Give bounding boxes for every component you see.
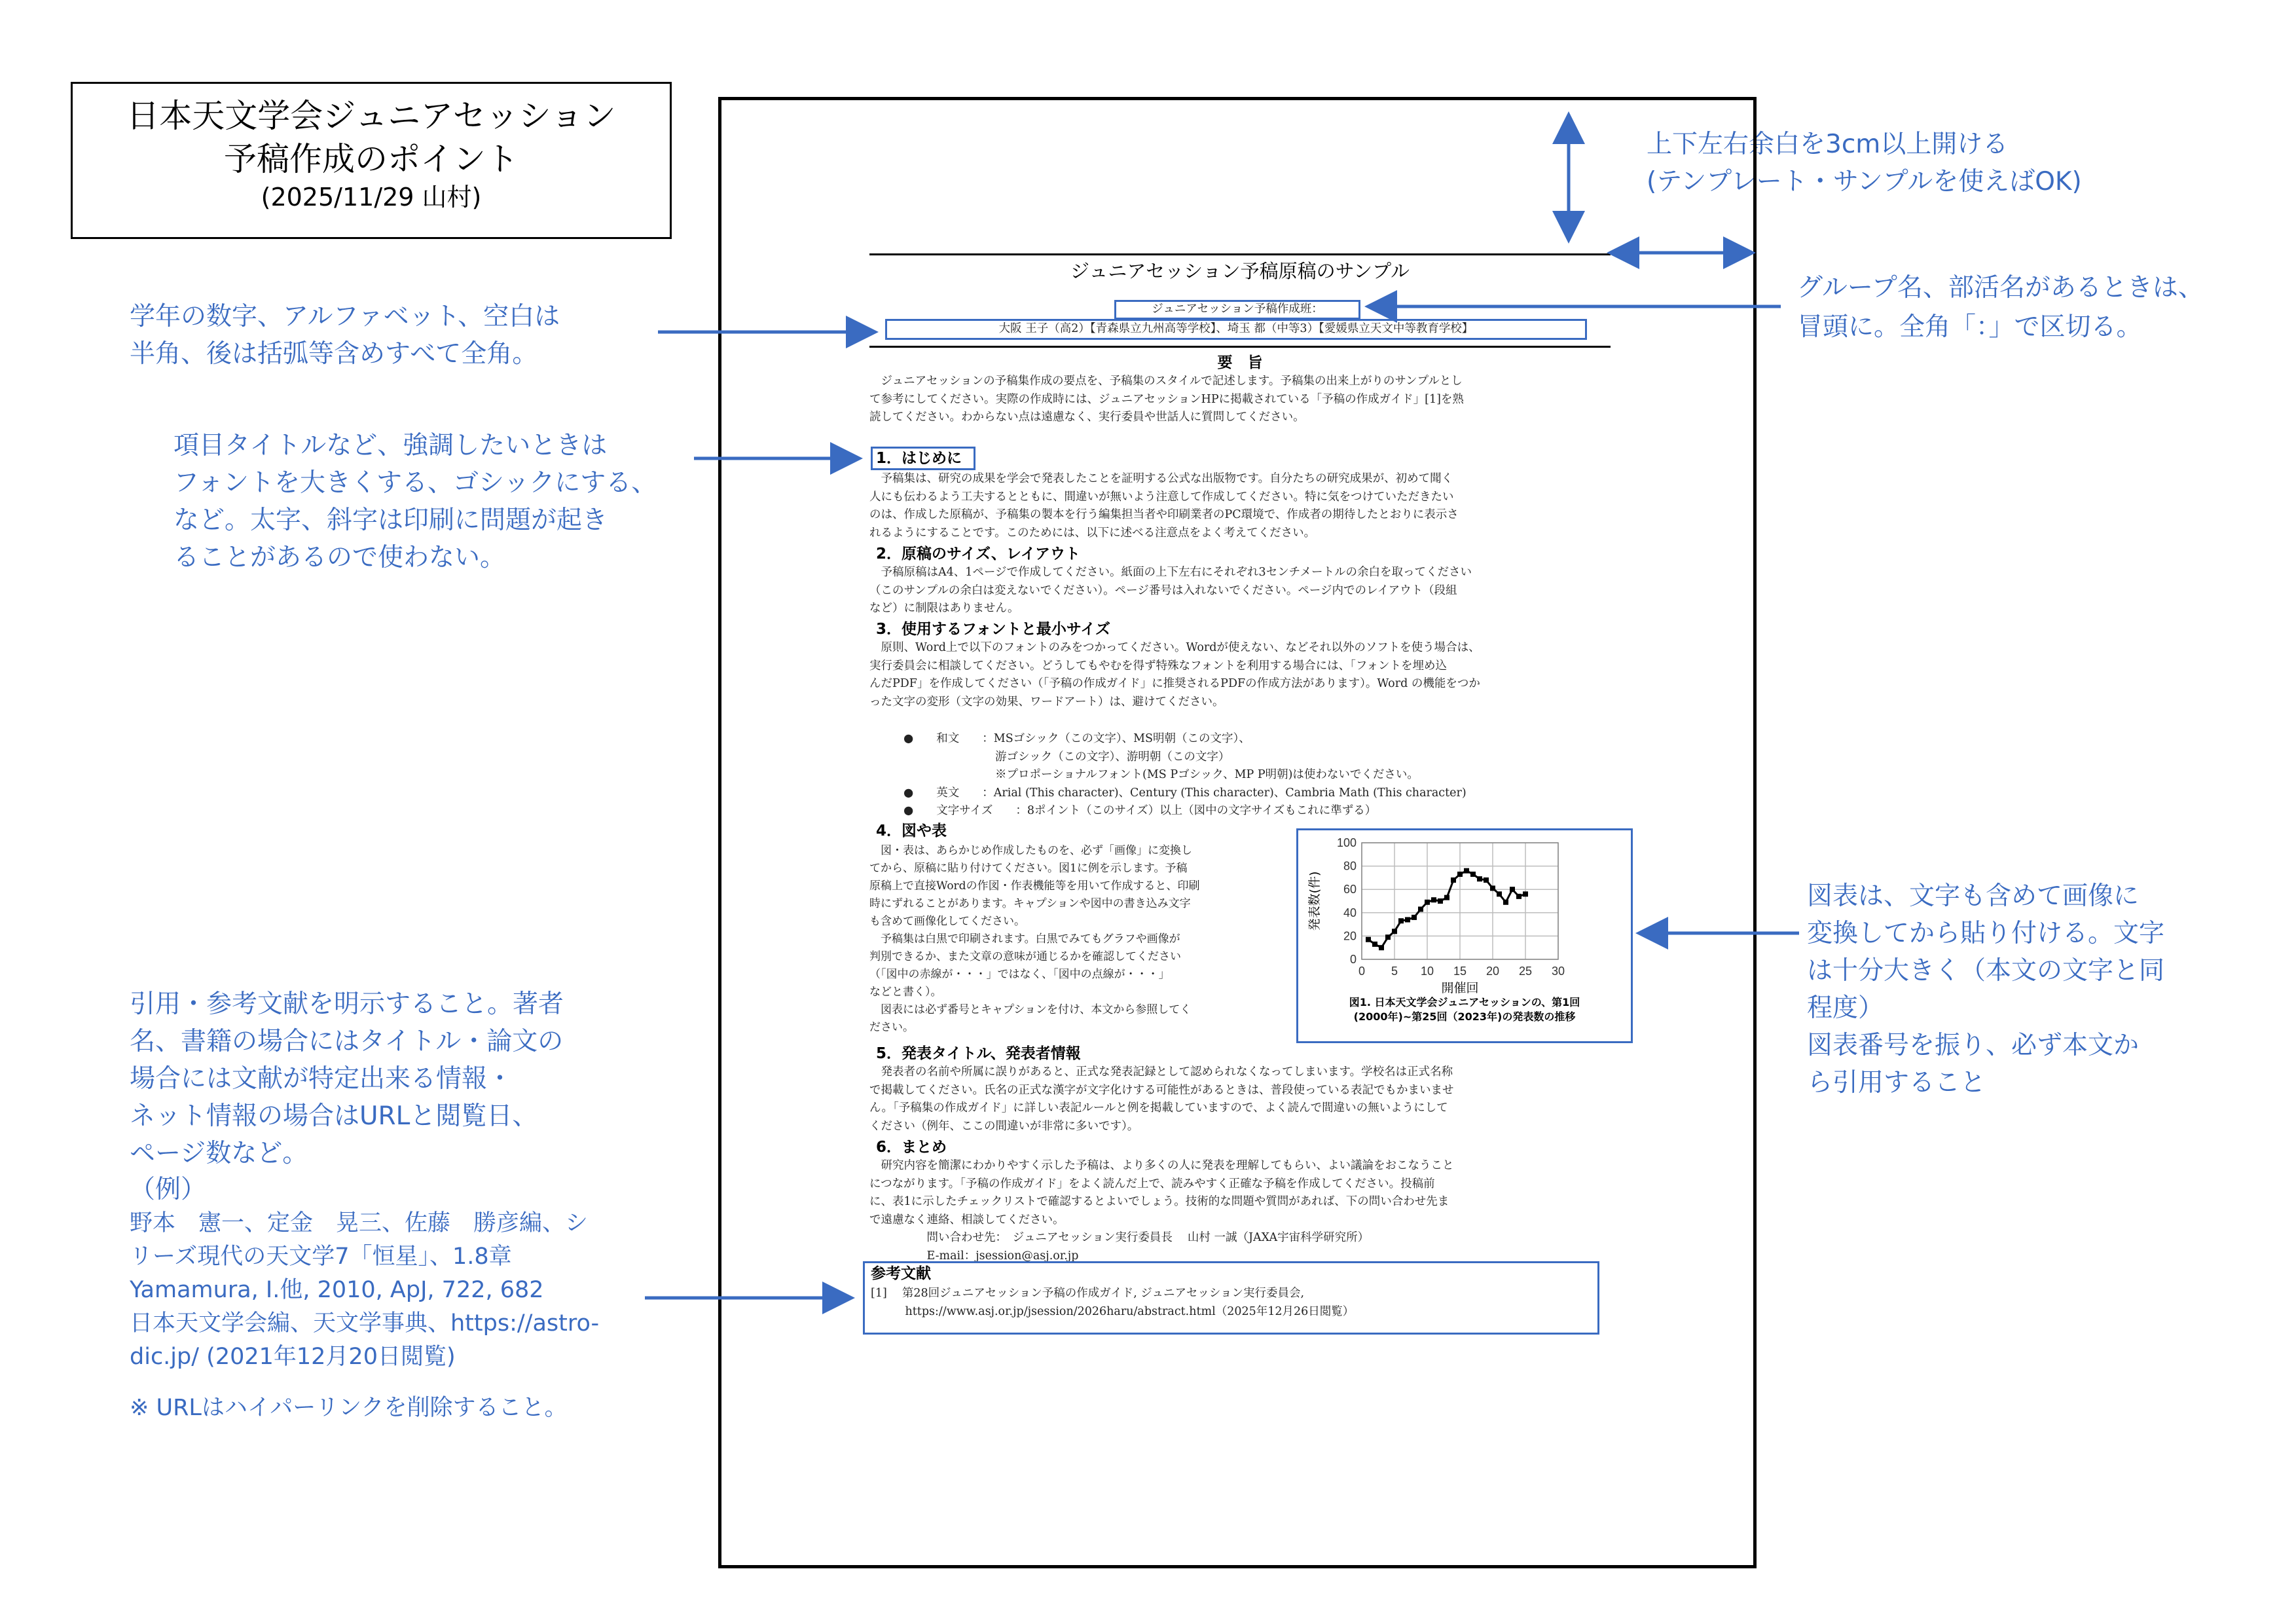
url-note: ※ URLはハイパーリンクを削除すること。: [130, 1395, 568, 1421]
abstract-line: 読してください。わからない点は遠慮なく、実行委員や世話人に質問してください。: [869, 411, 1305, 424]
body-line: （「図中の赤線が・・・」ではなく、「図中の点線が・・・」: [869, 968, 1170, 981]
note-line: ページ数など。: [130, 1139, 308, 1168]
body-line: に、表1に示したチェックリストで確認するとよいでしょう。技術的な問題や質問があれば、下の問い合わせ先ま: [869, 1195, 1449, 1208]
note-line: フォントを大きくする、ゴシックにする、: [173, 468, 657, 498]
section-4-heading: 4．図や表: [876, 822, 947, 840]
body-line: てから、原稿に貼り付けてください。図1に例を示します。予稿: [869, 862, 1188, 875]
body-line: ください（例年、ここの間違いが非常に多いです）。: [869, 1119, 1139, 1133]
title-line-1: 日本天文学会ジュニアセッション: [126, 97, 616, 135]
note-line: 変換してから貼り付ける。文字: [1807, 919, 2165, 948]
section-5-heading: 5．発表タイトル、発表者情報: [876, 1045, 1081, 1062]
note-line: 冒頭に。全角「：」で区切る。: [1797, 312, 2142, 342]
body-line: 人にも伝わるよう工夫するとともに、間違いが無いよう注意して作成してください。特に気をつけていただきたい: [869, 490, 1454, 504]
note-line: 学年の数字、アルファベット、空白は: [130, 302, 560, 331]
body-line: 図・表は、あらかじめ作成したものを、必ず「画像」に変換し: [869, 844, 1192, 857]
body-line: れるようにすることです。このためには、以下に述べる注意点をよく考えてください。: [869, 526, 1316, 540]
authors: 大阪 王子（高2）【青森県立九州高等学校】、埼玉 都（中等3）【愛媛県立天文中等教育学校】: [998, 322, 1474, 335]
body-line: 原則、Word上で以下のフォントのみをつかってください。Wordが使えない、などそれ以外のソフトを使う場合は、: [869, 641, 1480, 654]
note-line: 半角、後は括弧等含めすべて全角。: [130, 339, 538, 369]
example-label: （例）: [130, 1175, 207, 1204]
section-2-heading: 2．原稿のサイズ、レイアウト: [876, 545, 1081, 563]
ref-line: https://www.asj.or.jp/jsession/2026haru/abstract.html（2025年12月26日閲覧）: [871, 1304, 1355, 1318]
body-line: のは、作成した原稿が、予稿集の製本を行う編集担当者や印刷業者のPC環境で、作成者の期待したとおりに表示さ: [869, 508, 1459, 521]
x-tick-label: 0: [1358, 965, 1366, 978]
body-line: 研究内容を簡潔にわかりやすく示した予稿は、より多くの人に発表を理解してもらい、よい議論をおこなうこと: [869, 1159, 1454, 1172]
x-tick-label: 10: [1420, 965, 1434, 978]
body-line: 図表には必ず番号とキャプションを付け、本文から参照してく: [869, 1003, 1192, 1016]
x-axis-label: 開催回: [1441, 981, 1479, 995]
body-line: ださい。: [869, 1021, 914, 1034]
note-line: は十分大きく（本文の文字と同: [1807, 956, 2165, 986]
body-line: につながります。「予稿の作成ガイド」をよく読んだ上で、読みやすく正確な予稿を作成してください。投稿前: [869, 1177, 1435, 1190]
note-line: 場合には文献が特定出来る情報・: [130, 1064, 513, 1094]
note-line: ることがあるので使わない。: [173, 543, 506, 572]
body-line: で遠慮なく連絡、相談してください。: [869, 1213, 1065, 1227]
title-date: (2025/11/29 山村): [261, 183, 482, 212]
body-line: 予稿集は白黒で印刷されます。白黒でみてもグラフや画像が: [869, 932, 1180, 946]
note-line: 引用・参考文献を明示すること。著者: [130, 989, 564, 1019]
body-line: で掲載してください。氏名の正式な漢字が文字化けする可能性があるときは、普段使っている表記でもかまいませ: [869, 1083, 1454, 1097]
font-list-item: ● 文字サイズ ：8ポイント（このサイズ）以上（図中の文字サイズもこれに準ずる）: [903, 804, 1377, 817]
body-line: 時にずれることがあります。キャプションや図中の書き込み文字: [869, 897, 1191, 910]
example-line: リーズ現代の天文学7「恒星」、1.8章: [130, 1244, 512, 1270]
example-line: Yamamura, I.他, 2010, ApJ, 722, 682: [130, 1277, 544, 1303]
ref-line: [1] 第28回ジュニアセッション予稿の作成ガイド, ジュニアセッション実行委員会,: [871, 1287, 1305, 1300]
body-line: 発表者の名前や所属に誤りがあると、正式な発表記録として認められなくなってしまいます。学校名は正式名称: [869, 1065, 1453, 1079]
caption-line: 図1. 日本天文学会ジュニアセッションの、第1回: [1349, 996, 1580, 1008]
caption-line: (2000年)~第25回（2023年)の発表数の推移: [1353, 1010, 1576, 1023]
note-line: 上下左右余白を3cm以上開ける: [1647, 130, 2009, 159]
body-line: などと書く）。: [869, 986, 942, 999]
x-tick-label: 5: [1391, 965, 1398, 978]
body-line: 原稿上で直接Wordの作図・作表機能等を用いて作成すると、印刷: [869, 879, 1200, 893]
section-3-heading: 3．使用するフォントと最小サイズ: [876, 621, 1111, 638]
abstract-line: ジュニアセッションの予稿集作成の要点を、予稿集のスタイルで記述します。予稿集の出来上がりのサンプルとし: [869, 375, 1463, 388]
body-line: も含めて画像化してください。: [869, 915, 1025, 928]
paper-title: ジュニアセッション予稿原稿のサンプル: [1070, 260, 1410, 282]
example-line: dic.jp/ (2021年12月20日閲覧): [130, 1344, 456, 1370]
body-line: など）に制限はありません。: [869, 602, 1019, 615]
y-tick-label: 100: [1336, 836, 1357, 849]
font-list-item: ※プロポーショナルフォント(MS Pゴシック、MP P明朝)は使わないでください。: [903, 768, 1419, 781]
body-line: 予稿集は、研究の成果を学会で発表したことを証明する公式な出版物です。自分たちの研究成果が、初めて聞く: [869, 472, 1453, 485]
contact-line: E-mail：jsession@asj.or.jp: [869, 1249, 1079, 1263]
note-line: 項目タイトルなど、強調したいときは: [173, 431, 608, 460]
note-line: ネット情報の場合はURLと閲覧日、: [130, 1101, 538, 1131]
font-list-item: ● 和文 ：MSゴシック（この文字）、MS明朝（この文字）、: [903, 732, 1250, 745]
y-tick-label: 60: [1343, 883, 1357, 896]
body-line: （このサンプルの余白は変えないでください）。ページ番号は入れないでください。ページ内でのレイアウト（段組: [869, 583, 1457, 597]
note-line: グループ名、部活名があるときは、: [1797, 273, 2204, 303]
x-tick-label: 30: [1551, 965, 1565, 978]
example-line: 野本 憲一、定金 晃三、佐藤 勝彦編、シ: [130, 1210, 589, 1236]
group-name: ジュニアセッション予稿作成班：: [1152, 303, 1323, 316]
y-tick-label: 0: [1349, 953, 1357, 966]
body-line: 予稿原稿はA4、1ページで作成してください。紙面の上下左右にそれぞれ3センチメートルの余白を取ってください: [869, 566, 1472, 579]
y-tick-label: 80: [1343, 859, 1357, 873]
body-line: 実行委員会に相談してください。どうしてもやむを得ず特殊なフォントを利用する場合には、「フォントを埋め込: [869, 659, 1447, 673]
font-list-item: ● 英文 ：Arial (This character)、Century (This character)、Cambria Math (This character): [903, 786, 1467, 800]
font-list-item: 游ゴシック（この文字）、游明朝（この文字）: [903, 750, 1230, 764]
note-line: など。太字、斜字は印刷に問題が起き: [173, 506, 608, 535]
abstract-heading: 要 旨: [1217, 354, 1263, 371]
body-line: った文字の変形（文字の効果、ワードアート）は、避けてください。: [869, 695, 1224, 709]
x-tick-label: 15: [1453, 965, 1467, 978]
example-line: 日本天文学会編、天文学事典、https://astro-: [130, 1310, 600, 1337]
note-line: 程度）: [1807, 993, 1884, 1023]
body-line: んだPDF」を作成してください（「予稿の作成ガイド」に推奨されるPDFの作成方法があります）。Word の機能をつか: [869, 677, 1480, 690]
section-6-heading: 6．まとめ: [876, 1139, 947, 1156]
x-tick-label: 25: [1518, 965, 1533, 978]
title-line-2: 予稿作成のポイント: [224, 140, 519, 178]
note-line: 図表は、文字も含めて画像に: [1807, 881, 2140, 911]
note-line: (テンプレート・サンプルを使えばOK): [1647, 167, 2082, 196]
section-1-heading: 1．はじめに: [876, 450, 962, 467]
x-tick-label: 20: [1485, 965, 1500, 978]
y-tick-label: 20: [1343, 929, 1357, 943]
note-line: 名、書籍の場合にはタイトル・論文の: [130, 1027, 564, 1056]
note-line: ら引用すること: [1807, 1068, 1986, 1098]
contact-line: 問い合わせ先： ジュニアセッション実行委員長 山村 一誠（JAXA宇宙科学研究所）: [869, 1231, 1370, 1244]
body-line: 判別できるか、また文章の意味が通じるかを確認してください: [869, 950, 1181, 963]
body-line: ん。「予稿集の作成ガイド」に詳しい表記ルールと例を掲載していますので、よく読んで間違いの無いようにして: [869, 1101, 1448, 1115]
abstract-line: て参考にしてください。実際の作成時には、ジュニアセッションHPに掲載されている「予稿の作成ガイド」[1]を熟: [869, 392, 1464, 406]
refs-heading: 参考文献: [871, 1265, 931, 1282]
y-tick-label: 40: [1343, 906, 1357, 919]
note-line: 図表番号を振り、必ず本文か: [1807, 1031, 2140, 1060]
y-axis-label: 発表数(件): [1307, 871, 1322, 931]
